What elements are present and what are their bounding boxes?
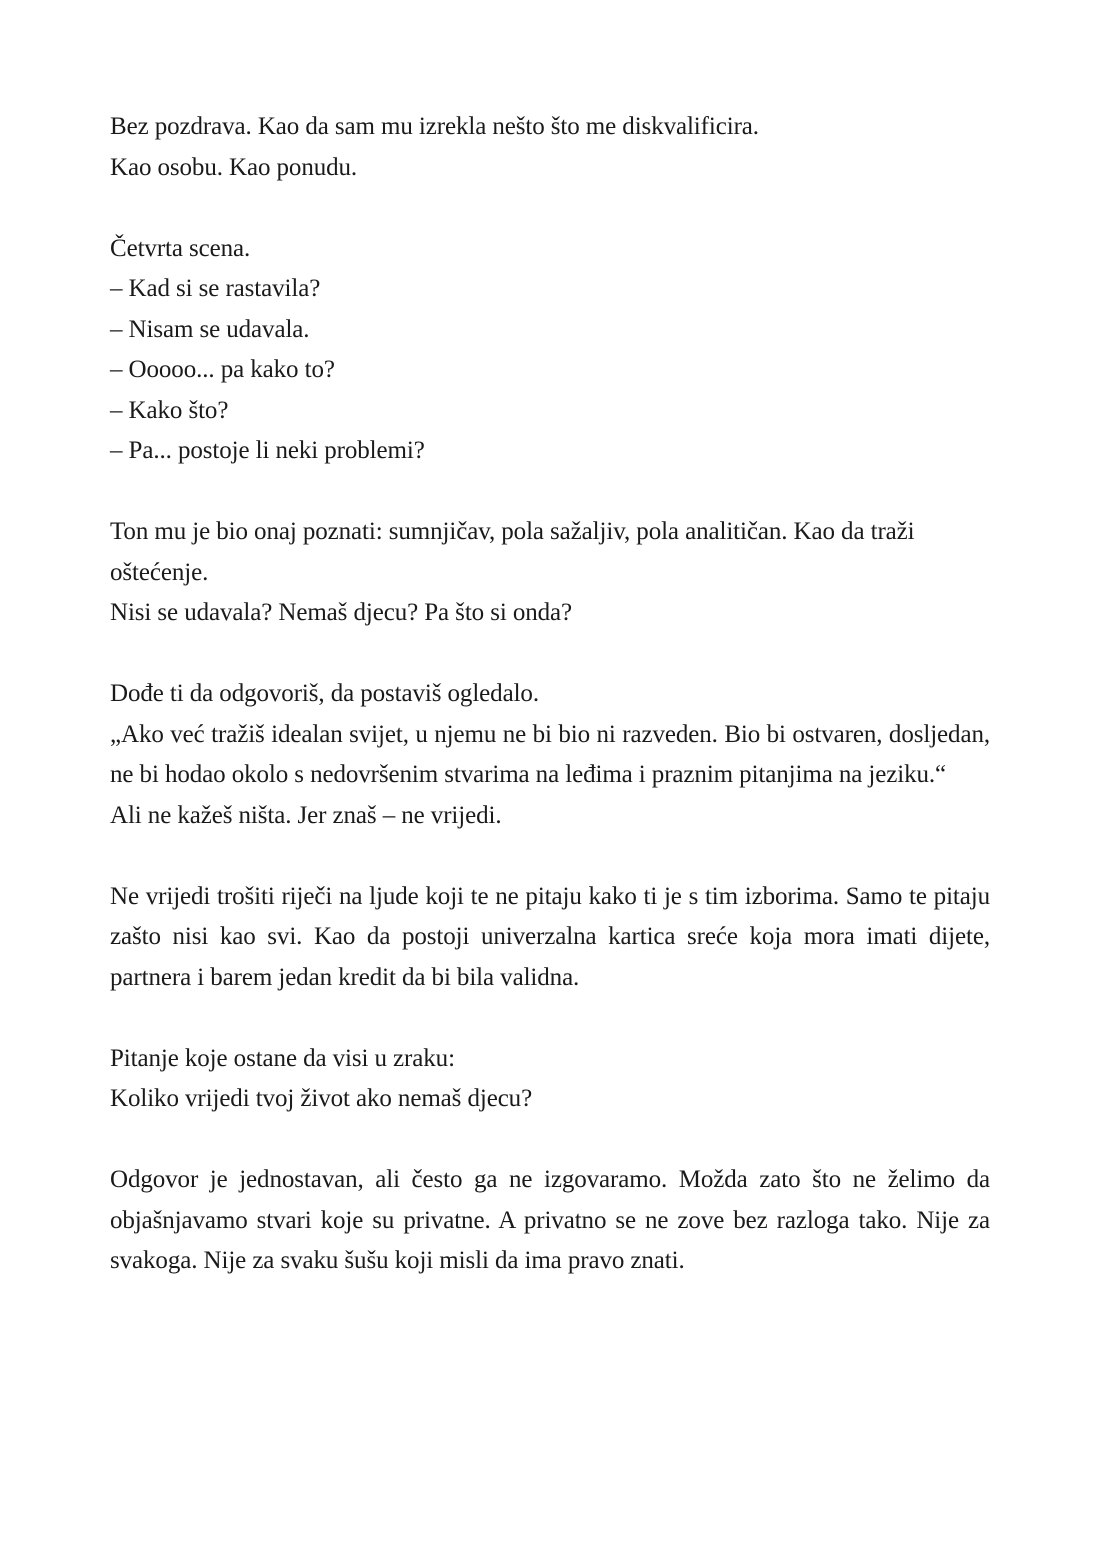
- document-page: [110, 107, 990, 1322]
- text-line: Ton mu je bio onaj poznati: sumnjičav, pola sažaljiv, pola analitičan. Kao da traži oštećenje.: [110, 518, 915, 586]
- text-line: Kao osobu. Kao ponudu.: [110, 153, 358, 181]
- text-line: Pitanje koje ostane da visi u zraku:: [110, 1044, 455, 1072]
- dialogue-line: – Kako što?: [110, 396, 229, 424]
- text-line: Dođe ti da odgovoriš, da postaviš ogledalo.: [110, 680, 539, 707]
- dialogue-line: – Pa... postoje li neki problemi?: [110, 437, 425, 464]
- question-line: Koliko vrijedi tvoj život ako nemaš djecu?: [110, 1085, 533, 1112]
- paragraph-no-greeting: [110, 107, 990, 188]
- text-line: Bez pozdrava. Kao da sam mu izrekla nešto što me diskvalificira.: [110, 113, 759, 140]
- text-line: Ne vrijedi trošiti riječi na ljude koji te ne pitaju kako ti je s tim izborima. Samo te pitaju zašto nisi kao svi. Kao da postoji univerzalna kartica sreće koja mora imati dijete, partnera i barem jedan kredit da bi bila validna.: [110, 882, 990, 991]
- text-line: Nisi se udavala? Nemaš djecu? Pa što si onda?: [110, 599, 573, 626]
- dialogue-line: – Ooooo... pa kako to?: [110, 356, 335, 383]
- scene-heading: Četvrta scena.: [110, 234, 251, 262]
- paragraph-tone: [110, 512, 990, 634]
- paragraph-question: [110, 1039, 990, 1120]
- quote-line: „Ako već tražiš idealan svijet, u njemu ne bi bio ni razveden. Bio bi ostvaren, dosljedan, ne bi hodao okolo s nedovršenim stvarima na leđima i praznim pitanjima na jeziku.“: [110, 720, 990, 788]
- paragraph-mirror: [110, 674, 990, 836]
- dialogue-line: – Kad si se rastavila?: [110, 275, 321, 302]
- text-line: Odgovor je jednostavan, ali često ga ne izgovaramo. Možda zato što ne želimo da objašnjavamo stvari koje su privatne. A privatno se ne zove bez razloga tako. Nije za svakoga. Nije za svaku šušu koji misli da ima pravo znati.: [110, 1166, 990, 1274]
- paragraph-fourth-scene-dialogue: [110, 229, 990, 472]
- text-line: Ali ne kažeš ništa. Jer znaš – ne vrijedi.: [110, 801, 502, 829]
- paragraph-not-worth: [110, 877, 990, 999]
- dialogue-line: – Nisam se udavala.: [110, 315, 310, 343]
- paragraph-answer: [110, 1160, 990, 1282]
